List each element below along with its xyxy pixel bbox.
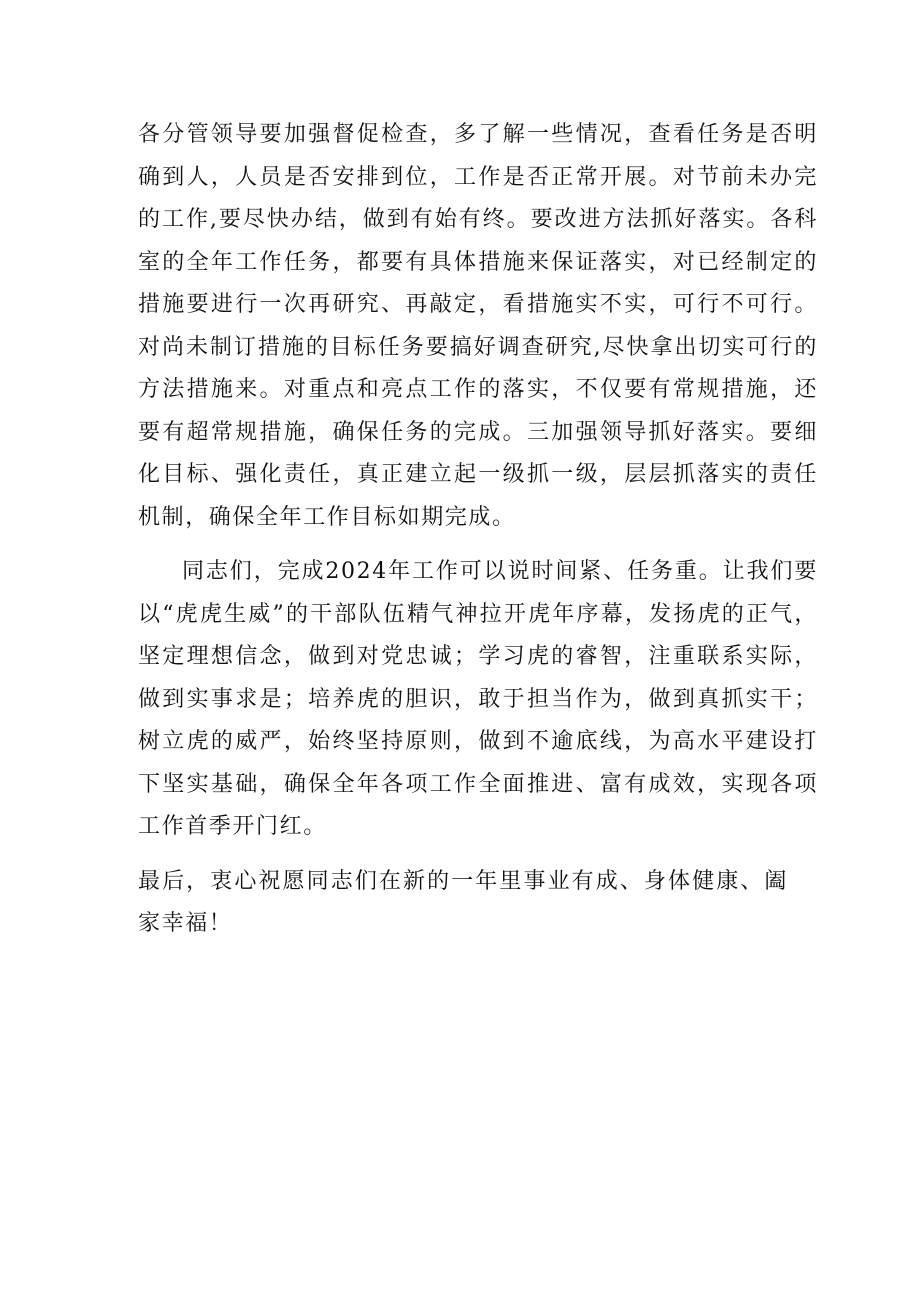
document-body [138,114,818,946]
paragraph-3: 最后，衷心祝愿同志们在新的一年里事业有成、身体健康、阖家幸福！ [138,868,788,936]
paragraph-1: 各分管领导要加强督促检查，多了解一些情况，查看任务是否明确到人，人员是否安排到位，工作是否正常开展。对节前未办完的工作,要尽快办结，做到有始有终。要改进方法抓好落实。各科室的全年工作任务，都要有具体措施来保证落实，对已经制定的措施要进行一次再研究、再敲定，看措施实不实，可行不可行。对尚未制订措施的目标任务要搞好调查研究,尽快拿出切实可行的方法措施来。对重点和亮点工作的落实，不仅要有常规措施，还要有超常规措施，确保任务的完成。三加强领导抓好落实。要细化目标、强化责任，真正建立起一级抓一级，层层抓落实的责任机制，确保全年工作目标如期完成。 [138,122,818,530]
paragraph-2: 同志们，完成2024年工作可以说时间紧、任务重。让我们要以“虎虎生威”的干部队伍精气神拉开虎年序幕，发扬虎的正气，坚定理想信念，做到对党忠诚；学习虎的睿智，注重联系实际，做到实事求是；培养虎的胆识，敢于担当作为，做到真抓实干；树立虎的威严，始终坚持原则，做到不逾底线，为高水平建设打下坚实基础，确保全年各项工作全面推进、富有成效，实现各项工作首季开门红。 [138,559,818,839]
